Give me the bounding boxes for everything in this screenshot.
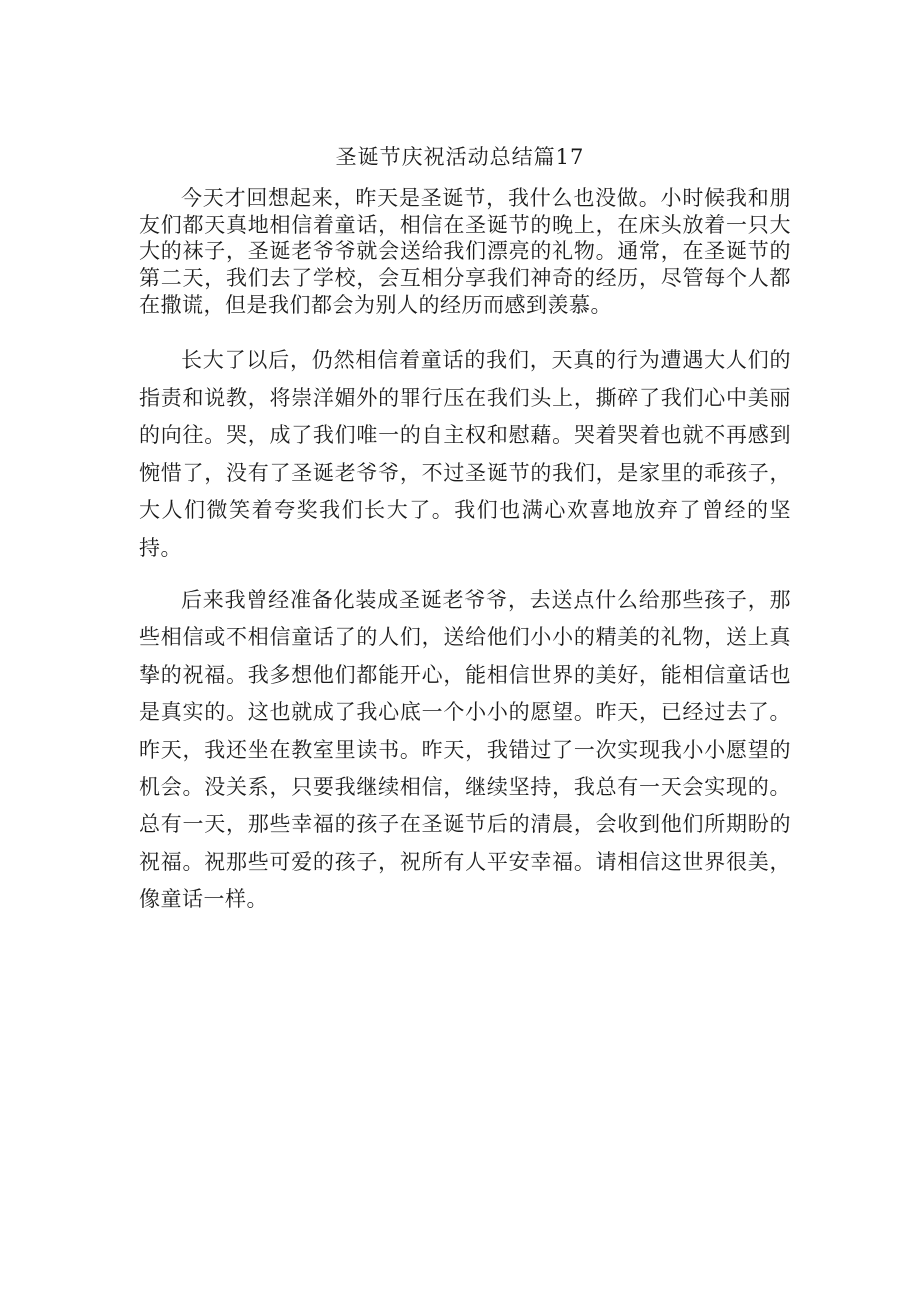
- paragraph-3: 后来我曾经准备化装成圣诞老爷爷，去送点什么给那些孩子，那些相信或不相信童话了的人们，送给他们小小的精美的礼物，送上真挚的祝福。我多想他们都能开心，能相信世界的美好，能相信童话也是真实的。这也就成了我心底一个小小的愿望。昨天，已经过去了。昨天，我还坐在教室里读书。昨天，我错过了一次实现我小小愿望的机会。没关系，只要我继续相信，继续坚持，我总有一天会实现的。总有一天，那些幸福的孩子在圣诞节后的清晨，会收到他们所期盼的祝福。祝那些可爱的孩子，祝所有人平安幸福。请相信这世界很美，像童话一样。: [139, 588, 791, 912]
- paragraph-2: 长大了以后，仍然相信着童话的我们，天真的行为遭遇大人们的指责和说教，将崇洋媚外的罪行压在我们头上，撕碎了我们心中美丽的向往。哭，成了我们唯一的自主权和慰藉。哭着哭着也就不再感到惋惜了，没有了圣诞老爷爷，不过圣诞节的我们，是家里的乖孩子，大人们微笑着夸奖我们长大了。我们也满心欢喜地放弃了曾经的坚持。: [139, 348, 791, 560]
- document-title: 圣诞节庆祝活动总结篇17: [335, 145, 585, 169]
- paragraph-1: 今天才回想起来，昨天是圣诞节，我什么也没做。小时候我和朋友们都天真地相信着童话，相信在圣诞节的晚上，在床头放着一只大大的袜子，圣诞老爷爷就会送给我们漂亮的礼物。通常，在圣诞节的第二天，我们去了学校，会互相分享我们神奇的经历，尽管每个人都在撒谎，但是我们都会为别人的经历而感到羡慕。: [139, 186, 791, 317]
